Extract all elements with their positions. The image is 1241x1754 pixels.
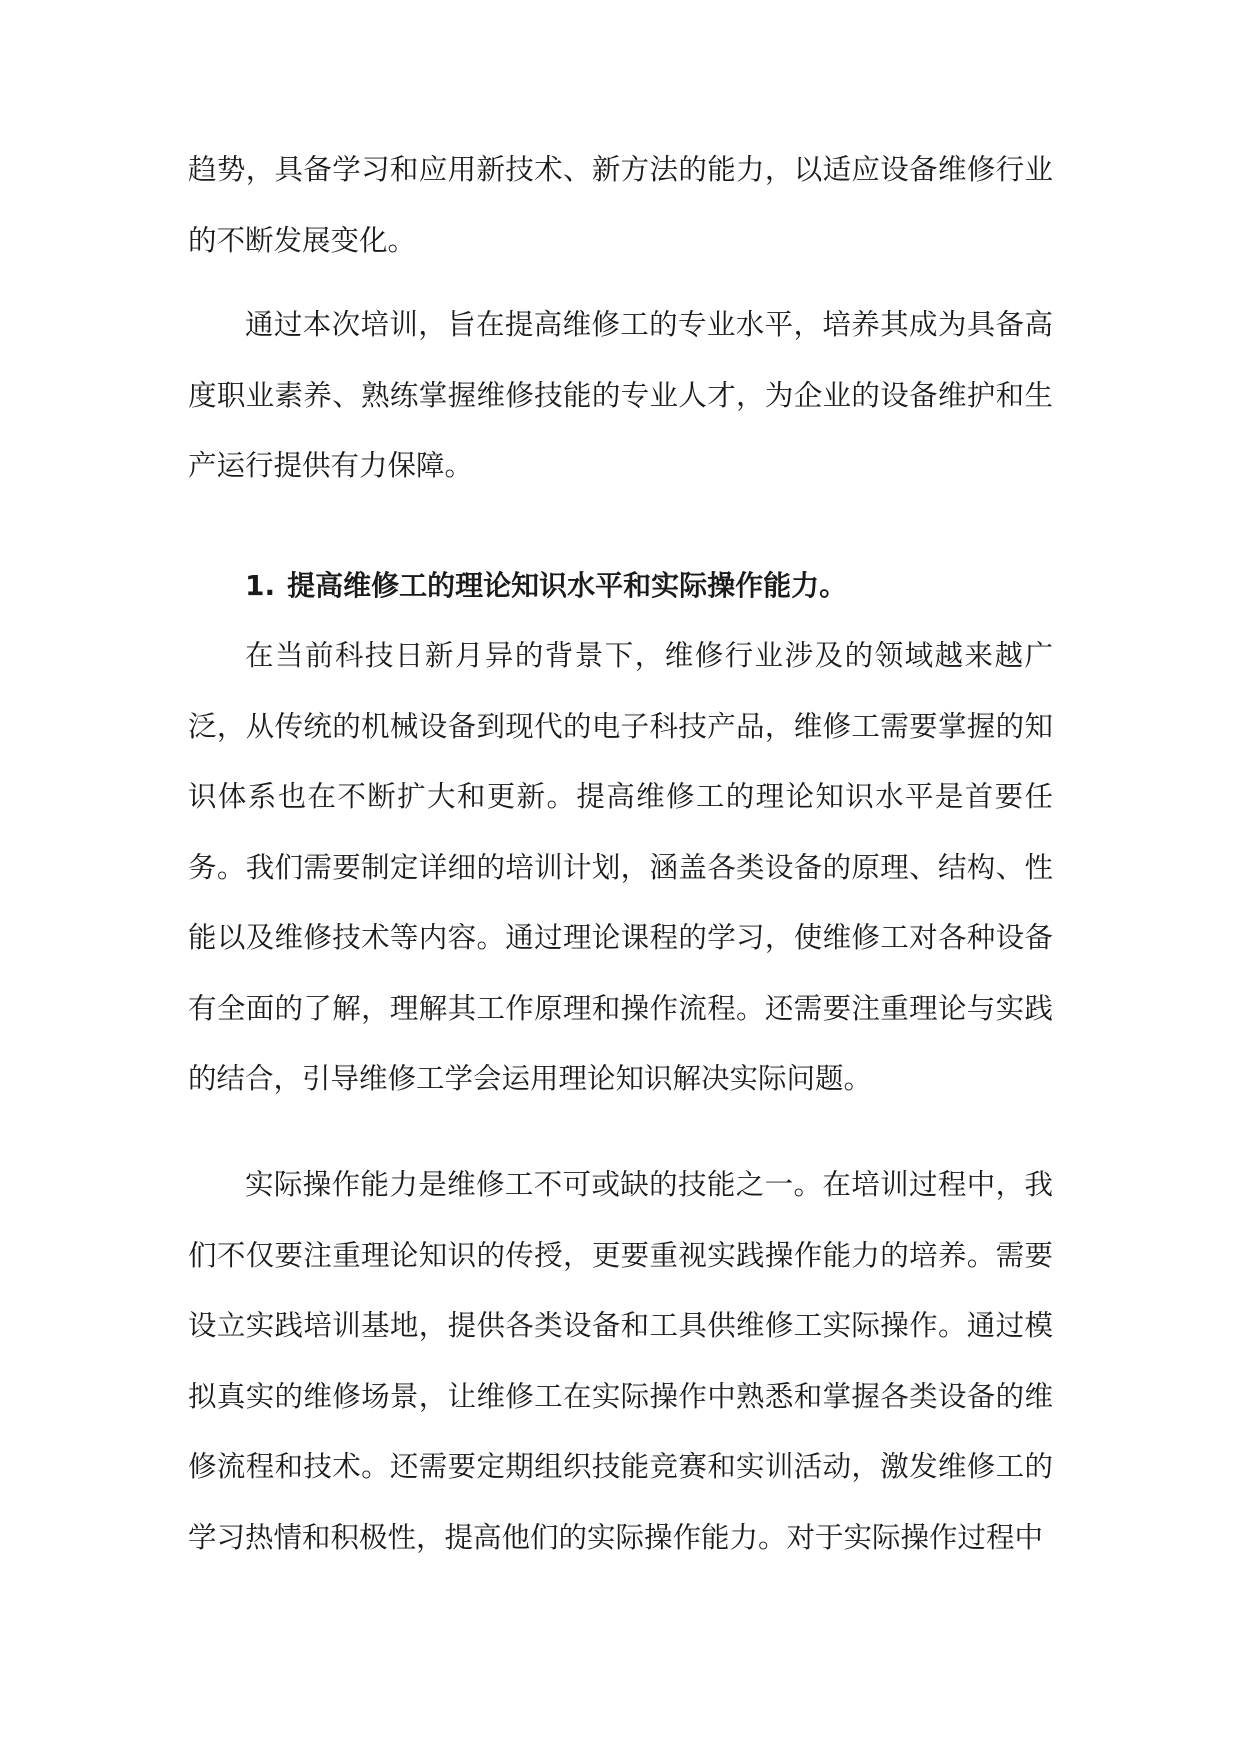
section-number: 1. [245,569,276,602]
paragraph-practical-skills: 实际操作能力是维修工不可或缺的技能之一。在培训过程中，我们不仅要注重理论知识的传授，更要重视实践操作能力的培养。需要设立实践培训基地，提供各类设备和工具供维修工实际操作。通过模拟真实的维修场景，让维修工在实际操作中熟悉和掌握各类设备的维修流程和技术。还需要定期组织技能竞赛和实训活动，激发维修工的学习热情和积极性，提高他们的实际操作能力。对于实际操作过程中 [188,1168,1053,1554]
paragraph-continuation: 趋势，具备学习和应用新技术、新方法的能力，以适应设备维修行业的不断发展变化。 [188,153,1053,257]
paragraph-theory-knowledge: 在当前科技日新月异的背景下，维修行业涉及的领域越来越广泛，从传统的机械设备到现代的电子科技产品，维修工需要掌握的知识体系也在不断扩大和更新。提高维修工的理论知识水平是首要任务。我们需要制定详细的培训计划，涵盖各类设备的原理、结构、性能以及维修技术等内容。通过理论课程的学习，使维修工对各种设备有全面的了解，理解其工作原理和操作流程。还需要注重理论与实践的结合，引导维修工学会运用理论知识解决实际问题。 [188,639,1053,1095]
section-title: 提高维修工的理论知识水平和实际操作能力。 [287,569,848,602]
paragraph-training-goal: 通过本次培训，旨在提高维修工的专业水平，培养其成为具备高度职业素养、熟练掌握维修技能的专业人才，为企业的设备维护和生产运行提供有力保障。 [188,308,1053,482]
section-heading [188,551,1053,622]
